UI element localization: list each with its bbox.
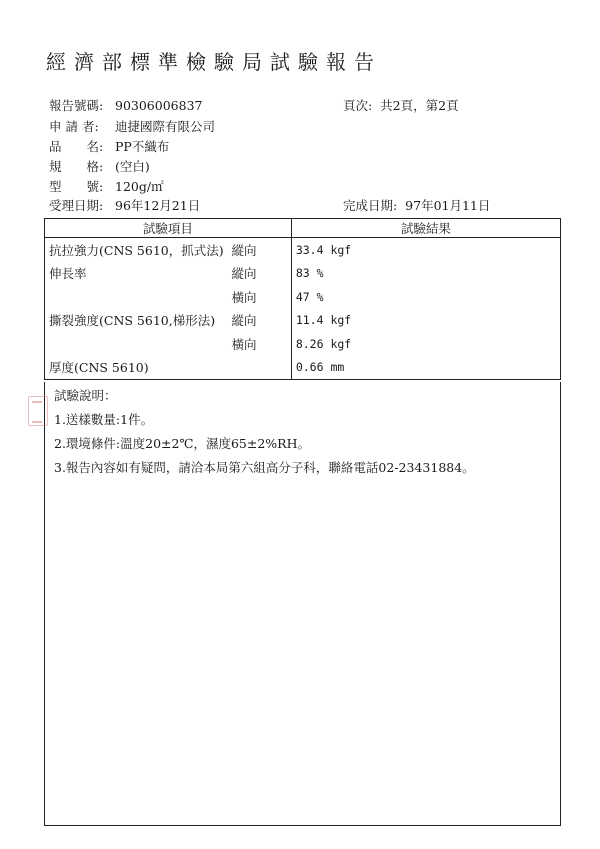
notes-heading: 試驗說明： bbox=[54, 388, 117, 403]
applicant-row bbox=[49, 117, 215, 135]
page-indicator bbox=[343, 96, 459, 114]
model-row bbox=[49, 177, 164, 195]
test-direction: 橫向 bbox=[227, 285, 291, 309]
table-row bbox=[45, 262, 561, 286]
test-item bbox=[45, 332, 228, 356]
product-row bbox=[49, 137, 169, 155]
test-item: 撕裂強度(CNS 5610,梯形法) bbox=[45, 309, 228, 333]
test-item: 抗拉強力(CNS 5610，抓式法) bbox=[45, 238, 228, 262]
table-row bbox=[45, 309, 561, 333]
test-direction: 縱向 bbox=[227, 262, 291, 286]
model-label: 型 號: bbox=[49, 179, 104, 194]
test-result: 33.4 kgf bbox=[291, 238, 560, 262]
note-item: 3.報告內容如有疑問，請洽本局第六組高分子科，聯絡電話02-23431884。 bbox=[54, 460, 475, 475]
applicant-label: 申 請 者: bbox=[49, 119, 99, 134]
completed-date bbox=[343, 196, 490, 214]
table-row bbox=[45, 356, 561, 380]
test-result: 11.4 kgf bbox=[291, 309, 560, 333]
table-row bbox=[45, 332, 561, 356]
model-value: 120g/㎡ bbox=[115, 179, 164, 194]
completed-date-value: 97年01月11日 bbox=[405, 198, 491, 213]
received-date-row bbox=[49, 196, 200, 214]
spec-row bbox=[49, 157, 150, 175]
note-item: 2.環境條件:溫度20±2℃，濕度65±2%RH。 bbox=[54, 436, 310, 451]
test-direction: 縱向 bbox=[227, 238, 291, 262]
note-item: 1.送樣數量:1件。 bbox=[54, 412, 154, 427]
test-result: 0.66 mm bbox=[291, 356, 560, 380]
table-header-row bbox=[45, 219, 561, 238]
header-test-item: 試驗項目 bbox=[45, 219, 292, 238]
header-test-result: 試驗結果 bbox=[291, 219, 560, 238]
report-number-value: 90306006837 bbox=[115, 98, 203, 113]
product-label: 品 名: bbox=[49, 139, 104, 154]
test-direction bbox=[227, 356, 291, 380]
page-value: 共2頁，第2頁 bbox=[380, 98, 459, 113]
test-result: 47 % bbox=[291, 285, 560, 309]
report-number-row bbox=[49, 96, 202, 114]
page-label: 頁次: bbox=[343, 98, 373, 113]
completed-date-label: 完成日期: bbox=[343, 198, 398, 213]
received-date-label: 受理日期: bbox=[49, 198, 104, 213]
notes-box bbox=[44, 382, 561, 826]
test-result: 8.26 kgf bbox=[291, 332, 560, 356]
test-result: 83 % bbox=[291, 262, 560, 286]
spec-value: (空白) bbox=[115, 159, 150, 174]
report-title: 經濟部標準檢驗局試驗報告 bbox=[46, 50, 382, 74]
test-direction: 橫向 bbox=[227, 332, 291, 356]
spec-label: 規 格: bbox=[49, 159, 104, 174]
test-item: 伸長率 bbox=[45, 262, 228, 286]
report-number-label: 報告號碼: bbox=[49, 98, 104, 113]
results-table bbox=[44, 218, 561, 380]
seal-stamp-icon bbox=[28, 396, 48, 426]
product-value: PP不織布 bbox=[115, 139, 170, 154]
table-row bbox=[45, 238, 561, 262]
test-direction: 縱向 bbox=[227, 309, 291, 333]
received-date-value: 96年12月21日 bbox=[115, 198, 201, 213]
table-row bbox=[45, 285, 561, 309]
test-item: 厚度(CNS 5610) bbox=[45, 356, 228, 380]
applicant-value: 迪捷國際有限公司 bbox=[115, 119, 216, 134]
test-item bbox=[45, 285, 228, 309]
